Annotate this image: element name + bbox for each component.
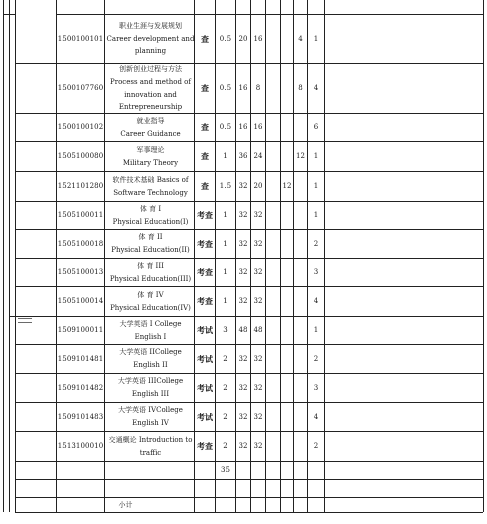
course-name: 体 育 IV Physical Education(IV) xyxy=(110,290,191,312)
theory-hours-cell: 32 xyxy=(253,383,263,392)
credit-cell: 1 xyxy=(223,152,228,161)
course-name: 大学英语 IICollege English II xyxy=(119,348,182,369)
credit-cell: 2 xyxy=(223,412,228,421)
extra-hours-cell xyxy=(294,202,307,229)
theory-hours-cell: 32 xyxy=(253,412,263,421)
course-code: 1505100014 xyxy=(57,297,104,306)
course-code: 1505100013 xyxy=(57,268,104,277)
semester-cell: 1 xyxy=(313,152,319,161)
exam-type: 考查 xyxy=(197,210,213,221)
semester-cell: 4 xyxy=(313,297,319,306)
practice-hours-cell xyxy=(281,374,293,402)
exam-type: 考查 xyxy=(197,238,213,249)
theory-hours-cell: 16 xyxy=(253,34,263,43)
total-hours-cell: 16 xyxy=(238,123,248,132)
semester-cell: 3 xyxy=(313,383,319,392)
total-hours-cell: 32 xyxy=(238,182,248,191)
course-code: 1509101483 xyxy=(57,412,104,421)
grid-hline xyxy=(15,512,483,513)
total-hours-cell: 32 xyxy=(238,354,248,363)
practice-hours-cell xyxy=(281,345,293,373)
course-code: 1509101481 xyxy=(57,354,104,363)
hours-cell xyxy=(266,142,280,171)
exam-type: 考查 xyxy=(197,267,213,278)
total-hours-cell: 32 xyxy=(238,412,248,421)
course-name: 创新创业过程与方法 Process and method of innovation and Entrepreneurship xyxy=(110,65,191,112)
exam-type: 查 xyxy=(201,83,209,94)
grid-vline xyxy=(324,0,325,512)
course-name: 大学英语 IIICollege English III xyxy=(117,377,184,398)
hours-cell xyxy=(266,287,280,316)
semester-cell: 4 xyxy=(313,412,319,421)
exam-type: 考试 xyxy=(197,325,213,336)
exam-type: 查 xyxy=(201,181,209,192)
extra-hours-cell xyxy=(294,432,307,461)
grid-vline xyxy=(15,0,16,512)
total-hours-cell: 48 xyxy=(238,326,248,335)
credit-cell: 1 xyxy=(223,297,228,306)
semester-cell: 6 xyxy=(313,123,319,132)
practice-hours-cell xyxy=(281,114,293,141)
hours-cell xyxy=(266,114,280,141)
semester-cell: 1 xyxy=(313,211,319,220)
total-credit: 35 xyxy=(220,466,231,475)
exam-type: 考试 xyxy=(197,353,213,364)
course-name: 体 育 III Physical Education(III) xyxy=(109,261,192,283)
practice-hours-cell xyxy=(281,259,293,286)
hours-cell xyxy=(266,15,280,63)
theory-hours-cell: 8 xyxy=(255,84,261,93)
semester-cell: 1 xyxy=(313,182,319,191)
hours-cell xyxy=(266,317,280,344)
course-name: 就业指导 Career Guidance xyxy=(120,116,181,138)
course-name: 大学英语 IVCollege English IV xyxy=(118,406,183,427)
practice-hours-cell xyxy=(281,15,293,63)
course-name: 大学英语 I College English I xyxy=(119,319,182,341)
semester-cell: 3 xyxy=(313,268,319,277)
hours-cell xyxy=(266,345,280,373)
practice-hours-cell xyxy=(281,317,293,344)
practice-hours-cell: 12 xyxy=(282,182,292,191)
hours-cell xyxy=(266,374,280,402)
course-name: 软件技术基础 Basics of Software Technology xyxy=(112,175,189,197)
credit-cell: 3 xyxy=(223,326,228,335)
credit-cell: 1.5 xyxy=(219,182,232,191)
course-name: 体 育 II Physical Education(II) xyxy=(111,233,190,254)
semester-cell: 2 xyxy=(313,239,319,248)
course-code: 1521101280 xyxy=(57,182,104,191)
practice-hours-cell xyxy=(281,202,293,229)
theory-hours-cell: 20 xyxy=(253,182,263,191)
course-code: 1509101482 xyxy=(57,383,104,392)
total-hours-cell: 16 xyxy=(238,84,248,93)
hours-cell xyxy=(266,202,280,229)
subtotal-label: 小计 xyxy=(118,500,133,509)
total-hours-cell: 32 xyxy=(238,383,248,392)
total-hours-cell: 32 xyxy=(238,268,248,277)
semester-cell: 1 xyxy=(313,326,319,335)
course-code: 1500100102 xyxy=(57,123,104,132)
hours-cell xyxy=(266,172,280,201)
extra-hours-cell xyxy=(294,287,307,316)
total-hours-cell: 32 xyxy=(238,239,248,248)
exam-type: 查 xyxy=(201,33,209,44)
course-code: 1500107760 xyxy=(57,84,104,93)
grid-vline xyxy=(9,0,10,512)
practice-hours-cell xyxy=(281,432,293,461)
practice-hours-cell xyxy=(281,287,293,316)
extra-hours-cell: 4 xyxy=(298,34,303,43)
hours-cell xyxy=(266,432,280,461)
course-code: 1505100018 xyxy=(57,239,104,248)
practice-hours-cell xyxy=(281,230,293,258)
credit-cell: 1 xyxy=(223,239,228,248)
course-code: 1500100101 xyxy=(57,34,104,43)
grid-vline xyxy=(3,0,4,512)
extra-hours-cell xyxy=(294,317,307,344)
grid-hline xyxy=(3,14,15,15)
extra-hours-cell xyxy=(294,345,307,373)
theory-hours-cell: 32 xyxy=(253,211,263,220)
course-name: 体 育 I Physical Education(I) xyxy=(112,204,189,226)
semester-cell: 2 xyxy=(313,354,319,363)
extra-hours-cell xyxy=(294,403,307,431)
semester-cell: 4 xyxy=(313,84,319,93)
theory-hours-cell: 32 xyxy=(253,239,263,248)
extra-hours-cell xyxy=(294,259,307,286)
credit-cell: 0.5 xyxy=(219,84,232,93)
extra-hours-cell xyxy=(294,374,307,402)
exam-type: 考试 xyxy=(197,411,213,422)
total-hours-cell: 36 xyxy=(238,152,248,161)
theory-hours-cell: 32 xyxy=(253,297,263,306)
practice-hours-cell xyxy=(281,142,293,171)
semester-cell: 1 xyxy=(313,34,319,43)
total-hours-cell: 32 xyxy=(238,297,248,306)
theory-hours-cell: 32 xyxy=(253,268,263,277)
course-code: 1513100010 xyxy=(57,442,104,451)
section-mark xyxy=(18,318,32,319)
credit-cell: 1 xyxy=(223,211,228,220)
exam-type: 查 xyxy=(201,122,209,133)
extra-hours-cell xyxy=(294,114,307,141)
exam-type: 查 xyxy=(201,151,209,162)
credit-cell: 2 xyxy=(223,442,228,451)
hours-cell xyxy=(266,64,280,113)
exam-type: 考查 xyxy=(197,296,213,307)
theory-hours-cell: 32 xyxy=(253,442,263,451)
credit-cell: 0.5 xyxy=(219,34,232,43)
hours-cell xyxy=(266,403,280,431)
extra-hours-cell: 12 xyxy=(295,152,306,161)
course-name: 交通概论 Introduction to traffic xyxy=(108,435,193,457)
total-hours-cell: 32 xyxy=(238,442,248,451)
extra-hours-cell xyxy=(294,230,307,258)
course-code: 1509100011 xyxy=(57,326,104,335)
theory-hours-cell: 16 xyxy=(253,123,263,132)
credit-cell: 1 xyxy=(223,268,228,277)
grid-hline xyxy=(15,461,483,462)
grid-vline xyxy=(483,0,484,512)
exam-type: 考查 xyxy=(197,441,213,452)
credit-cell: 2 xyxy=(223,354,228,363)
practice-hours-cell xyxy=(281,403,293,431)
grid-hline xyxy=(9,316,15,317)
credit-cell: 0.5 xyxy=(219,123,232,132)
course-name: 军事理论 Military Theory xyxy=(122,145,179,167)
course-name: 职业生涯与发展规划 Career development and planning xyxy=(106,22,195,56)
total-hours-cell: 32 xyxy=(238,211,248,220)
course-code: 1505100011 xyxy=(57,211,104,220)
theory-hours-cell: 24 xyxy=(253,152,263,161)
credit-cell: 2 xyxy=(223,383,228,392)
section-mark xyxy=(18,322,32,323)
theory-hours-cell: 32 xyxy=(253,354,263,363)
extra-hours-cell xyxy=(294,172,307,201)
theory-hours-cell: 48 xyxy=(253,326,263,335)
exam-type: 考试 xyxy=(197,382,213,393)
hours-cell xyxy=(266,230,280,258)
course-code: 1505100080 xyxy=(57,152,104,161)
grid-hline xyxy=(15,479,483,480)
semester-cell: 2 xyxy=(313,442,319,451)
practice-hours-cell xyxy=(281,64,293,113)
total-hours-cell: 20 xyxy=(238,34,248,43)
extra-hours-cell: 8 xyxy=(298,84,303,93)
hours-cell xyxy=(266,259,280,286)
